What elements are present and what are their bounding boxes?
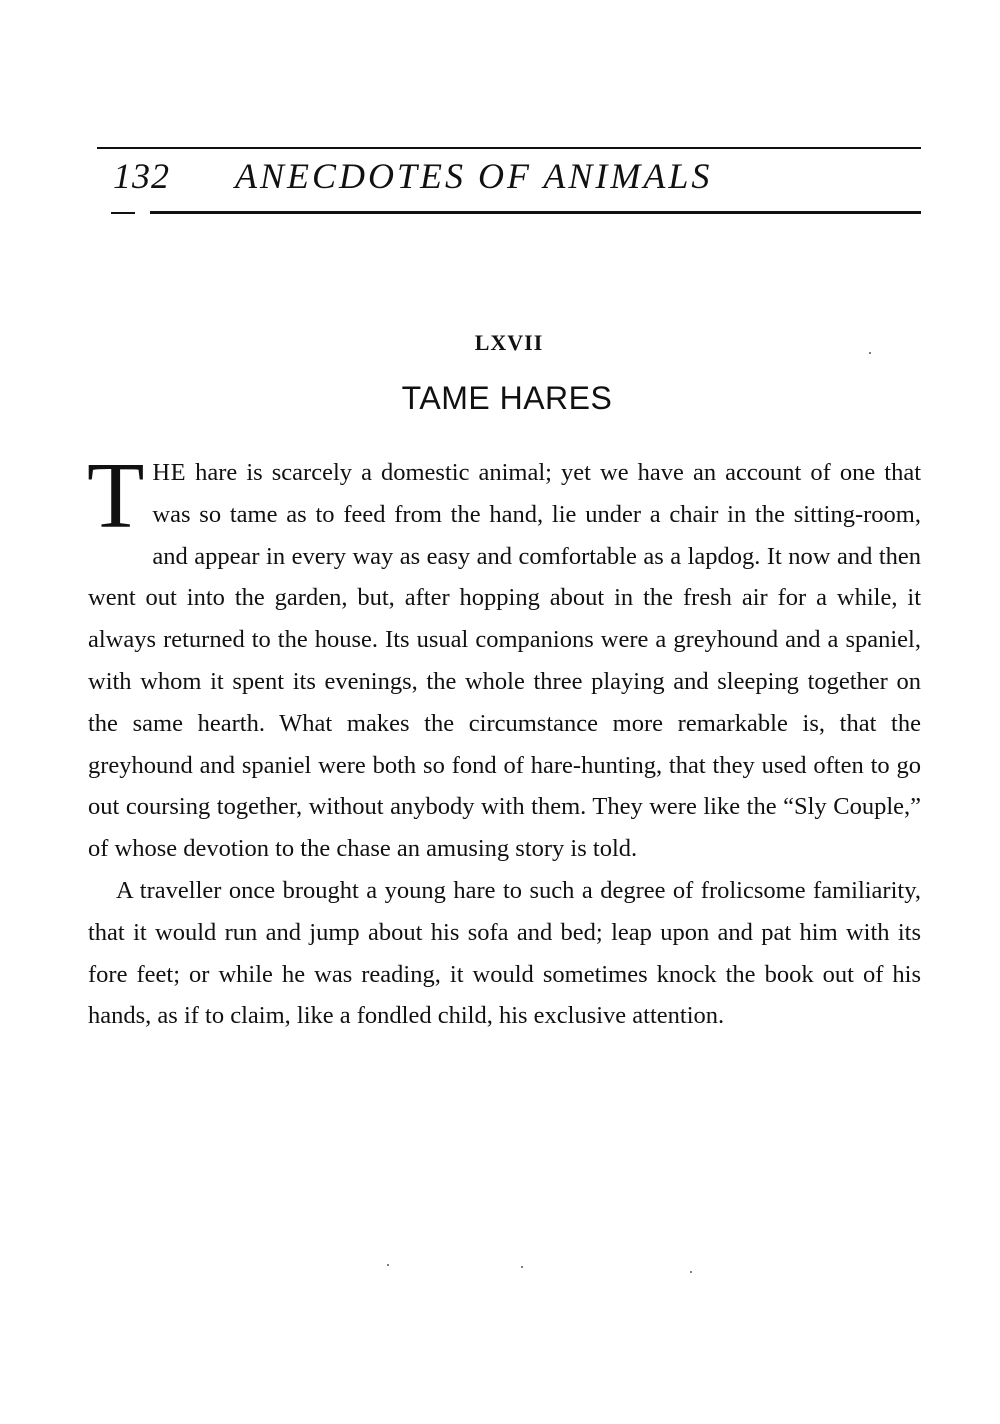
ink-speck bbox=[690, 1271, 692, 1273]
chapter-number: LXVII bbox=[474, 330, 544, 355]
paragraph-1-lead: HE bbox=[152, 459, 187, 486]
header-rule-top bbox=[97, 147, 921, 149]
ink-speck bbox=[521, 1266, 523, 1268]
drop-cap: T bbox=[87, 444, 145, 548]
paragraph-1 bbox=[87, 444, 921, 870]
body-text bbox=[87, 444, 921, 1037]
paragraph-1-text: hare is scarcely a domestic animal; yet we have an account of one that was so tame as to feed from the hand, lie under a chair in the sitting-room, and appear in every way as easy and comfortable as a lapdog. It now and then went out into the garden, but, after hopping about in the fresh air for a while, it always returned to the house. Its usual companions were a greyhound and a spaniel, with whom it spent its evenings, the whole three playing and sleeping together on the same hearth. What makes the circumstance more remarkable is, that the greyhound and spaniel were both so fond of hare-hunting, that they used often to go out coursing together, without anybody with them. They were like the “Sly Couple,” of whose devotion to the chase an amusing story is told. bbox=[88, 459, 921, 863]
ink-speck bbox=[387, 1264, 389, 1266]
header-rule-long bbox=[150, 211, 921, 214]
running-header bbox=[97, 152, 921, 202]
running-title: ANECDOTES OF ANIMALS bbox=[235, 156, 713, 196]
page-number: 132 bbox=[113, 156, 170, 196]
chapter-title: TAME HARES bbox=[401, 380, 613, 416]
header-rule-short bbox=[111, 212, 135, 214]
ink-speck bbox=[869, 352, 871, 354]
paragraph-2: A traveller once brought a young hare to such a degree of frolicsome familiarity, that it would run and jump about his sofa and bed; leap upon and pat him with its fore feet; or while he was reading, it would sometimes knock the book out of his hands, as if to claim, like a fondled child, his exclusive attention. bbox=[88, 876, 921, 1030]
